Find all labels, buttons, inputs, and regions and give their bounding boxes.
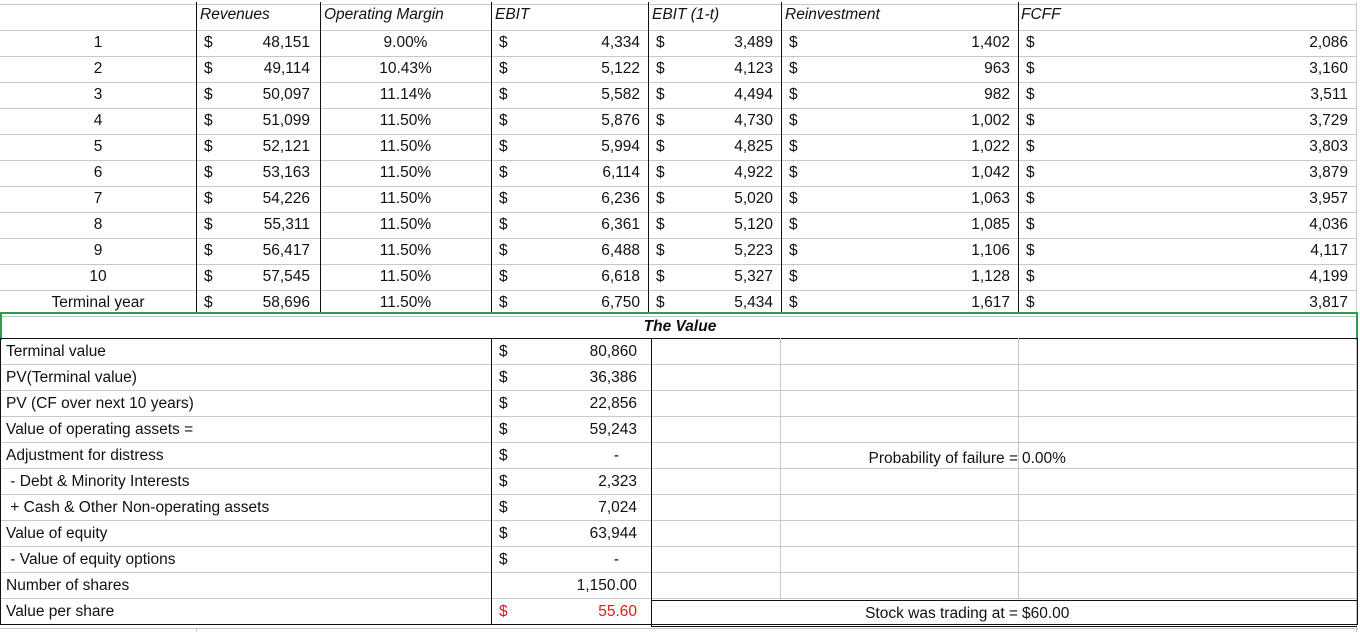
fcff-value: 4,117	[1310, 242, 1348, 259]
row-year-label: Terminal year	[51, 294, 145, 311]
value-row-amount: 2,323	[598, 473, 637, 490]
dollar-sign: $	[789, 86, 798, 103]
value-row-amount: -	[613, 551, 619, 568]
dollar-sign: $	[656, 138, 665, 155]
dollar-sign: $	[789, 60, 798, 77]
dollar-sign: $	[499, 86, 508, 103]
revenue-value: 56,417	[262, 242, 310, 259]
ebit-value: 6,114	[602, 164, 640, 181]
margin-value: 11.50%	[379, 190, 432, 207]
value-row-label: Value per share	[6, 603, 115, 620]
row-year-label: 6	[93, 164, 103, 181]
ebit-after-tax-value: 4,494	[734, 86, 773, 103]
revenue-value: 50,097	[262, 86, 310, 103]
value-row-amount: 63,944	[589, 525, 637, 542]
trading-value: $60.00	[1022, 605, 1070, 622]
dollar-sign: $	[499, 421, 508, 438]
dollar-sign: $	[499, 164, 508, 181]
header-ebit-after-tax: EBIT (1-t)	[652, 6, 720, 23]
ebit-value: 6,618	[601, 268, 640, 285]
dollar-sign: $	[656, 294, 665, 311]
dollar-sign: $	[204, 34, 213, 51]
revenue-value: 55,311	[263, 216, 310, 233]
dollar-sign: $	[204, 216, 213, 233]
row-year-label: 4	[93, 112, 103, 129]
ebit-value: 6,361	[601, 216, 640, 233]
fcff-value: 3,957	[1309, 190, 1348, 207]
dollar-sign: $	[789, 294, 798, 311]
ebit-after-tax-value: 5,020	[734, 190, 773, 207]
margin-value: 11.50%	[379, 268, 432, 285]
dollar-sign: $	[656, 164, 665, 181]
reinvestment-value: 1,085	[971, 216, 1010, 233]
header-operating-margin: Operating Margin	[324, 6, 444, 23]
ebit-after-tax-value: 5,223	[734, 242, 773, 259]
margin-value: 11.50%	[379, 164, 432, 181]
value-row-amount: 80,860	[589, 343, 637, 360]
value-row-amount: 1,150.00	[576, 577, 637, 594]
value-row-label: + Cash & Other Non-operating assets	[6, 499, 270, 516]
value-row-amount: -	[613, 447, 619, 464]
row-year-label: 8	[93, 216, 103, 233]
dollar-sign: $	[789, 34, 798, 51]
fcff-value: 4,036	[1309, 216, 1348, 233]
value-row-label: PV (CF over next 10 years)	[6, 395, 194, 412]
dollar-sign: $	[1026, 294, 1035, 311]
row-year-label: 10	[89, 268, 107, 285]
probability-value: 0.00%	[1022, 450, 1066, 467]
ebit-after-tax-value: 5,120	[734, 216, 773, 233]
row-year-label: 7	[93, 190, 103, 207]
dollar-sign: $	[499, 190, 508, 207]
reinvestment-value: 1,063	[971, 190, 1010, 207]
value-row-label: PV(Terminal value)	[6, 369, 137, 386]
fcff-value: 3,817	[1309, 294, 1348, 311]
value-row-label: Adjustment for distress	[6, 447, 164, 464]
value-row-label: Number of shares	[6, 577, 130, 594]
dollar-sign: $	[1026, 34, 1035, 51]
reinvestment-value: 1,617	[971, 294, 1010, 311]
dollar-sign: $	[1026, 164, 1035, 181]
ebit-after-tax-value: 5,327	[734, 268, 773, 285]
fcff-value: 3,803	[1309, 138, 1348, 155]
revenue-value: 53,163	[262, 164, 310, 181]
fcff-value: 3,511	[1310, 86, 1348, 103]
dollar-sign: $	[204, 86, 213, 103]
row-year-label: 3	[93, 86, 103, 103]
reinvestment-value: 1,022	[971, 138, 1010, 155]
value-row-amount: 22,856	[589, 395, 637, 412]
dollar-sign: $	[656, 60, 665, 77]
reinvestment-value: 1,128	[971, 268, 1010, 285]
revenue-value: 52,121	[262, 138, 310, 155]
header-fcff: FCFF	[1021, 6, 1061, 23]
dollar-sign: $	[499, 603, 508, 620]
dollar-sign: $	[656, 242, 665, 259]
fcff-value: 4,199	[1309, 268, 1348, 285]
dollar-sign: $	[204, 112, 213, 129]
dollar-sign: $	[1026, 268, 1035, 285]
dollar-sign: $	[656, 216, 665, 233]
reinvestment-value: 1,402	[971, 34, 1010, 51]
dollar-sign: $	[204, 138, 213, 155]
margin-value: 11.50%	[379, 294, 432, 311]
dollar-sign: $	[204, 268, 213, 285]
margin-value: 11.50%	[379, 138, 432, 155]
dollar-sign: $	[789, 268, 798, 285]
dollar-sign: $	[499, 499, 508, 516]
revenue-value: 57,545	[262, 268, 310, 285]
dollar-sign: $	[204, 164, 213, 181]
margin-value: 11.14%	[379, 86, 432, 103]
reinvestment-value: 982	[984, 86, 1010, 103]
dollar-sign: $	[789, 190, 798, 207]
header-reinvestment: Reinvestment	[785, 6, 880, 23]
dollar-sign: $	[499, 268, 508, 285]
dollar-sign: $	[499, 369, 508, 386]
ebit-after-tax-value: 5,434	[734, 294, 773, 311]
ebit-value: 5,876	[601, 112, 640, 129]
dollar-sign: $	[499, 343, 508, 360]
dollar-sign: $	[499, 60, 508, 77]
margin-value: 10.43%	[379, 60, 432, 77]
dollar-sign: $	[204, 60, 213, 77]
probability-label: Probability of failure =	[868, 450, 1018, 467]
revenue-value: 49,114	[263, 60, 310, 77]
dollar-sign: $	[1026, 216, 1035, 233]
dollar-sign: $	[499, 447, 508, 464]
value-row-amount: 55.60	[598, 603, 637, 620]
dollar-sign: $	[656, 34, 665, 51]
margin-value: 9.00%	[383, 34, 428, 51]
ebit-after-tax-value: 4,730	[734, 112, 773, 129]
dollar-sign: $	[204, 294, 213, 311]
dollar-sign: $	[1026, 190, 1035, 207]
dollar-sign: $	[789, 242, 798, 259]
revenue-value: 48,151	[262, 34, 310, 51]
dollar-sign: $	[1026, 242, 1035, 259]
margin-value: 11.50%	[379, 242, 432, 259]
value-row-label: Terminal value	[6, 343, 106, 360]
ebit-value: 5,122	[601, 60, 640, 77]
fcff-value: 2,086	[1309, 34, 1348, 51]
dollar-sign: $	[204, 242, 213, 259]
ebit-after-tax-value: 3,489	[734, 34, 773, 51]
row-year-label: 5	[93, 138, 103, 155]
value-row-amount: 7,024	[598, 499, 637, 516]
dollar-sign: $	[656, 112, 665, 129]
dollar-sign: $	[1026, 60, 1035, 77]
dollar-sign: $	[499, 138, 508, 155]
value-row-label: - Debt & Minority Interests	[6, 473, 190, 490]
dollar-sign: $	[1026, 138, 1035, 155]
dollar-sign: $	[499, 112, 508, 129]
row-year-label: 9	[93, 242, 103, 259]
value-row-label: - Value of equity options	[6, 551, 176, 568]
header-revenues: Revenues	[200, 6, 270, 23]
ebit-after-tax-value: 4,123	[734, 60, 773, 77]
dollar-sign: $	[656, 86, 665, 103]
dollar-sign: $	[656, 190, 665, 207]
dollar-sign: $	[499, 34, 508, 51]
dollar-sign: $	[499, 473, 508, 490]
reinvestment-value: 963	[984, 60, 1010, 77]
fcff-value: 3,160	[1309, 60, 1348, 77]
ebit-value: 4,334	[601, 34, 640, 51]
ebit-value: 5,994	[601, 138, 640, 155]
dollar-sign: $	[789, 164, 798, 181]
dollar-sign: $	[1026, 86, 1035, 103]
trading-label: Stock was trading at =	[865, 605, 1018, 622]
ebit-value: 6,236	[601, 190, 640, 207]
dollar-sign: $	[499, 551, 508, 568]
reinvestment-value: 1,002	[971, 112, 1010, 129]
ebit-value: 6,488	[601, 242, 640, 259]
dollar-sign: $	[499, 395, 508, 412]
value-row-label: Value of equity	[6, 525, 108, 542]
dollar-sign: $	[1026, 112, 1035, 129]
revenue-value: 51,099	[262, 112, 310, 129]
dollar-sign: $	[204, 190, 213, 207]
row-year-label: 2	[93, 60, 103, 77]
dollar-sign: $	[499, 294, 508, 311]
header-ebit: EBIT	[495, 6, 530, 23]
revenue-value: 54,226	[262, 190, 310, 207]
dollar-sign: $	[499, 242, 508, 259]
fcff-value: 3,879	[1309, 164, 1348, 181]
value-row-amount: 59,243	[589, 421, 637, 438]
ebit-value: 6,750	[601, 294, 640, 311]
value-row-label: Value of operating assets =	[6, 421, 194, 438]
dollar-sign: $	[499, 525, 508, 542]
margin-value: 11.50%	[379, 112, 432, 129]
dollar-sign: $	[789, 138, 798, 155]
margin-value: 11.50%	[379, 216, 432, 233]
dollar-sign: $	[656, 268, 665, 285]
reinvestment-value: 1,106	[971, 242, 1010, 259]
reinvestment-value: 1,042	[971, 164, 1010, 181]
dollar-sign: $	[789, 112, 798, 129]
value-section-title: The Value	[643, 318, 717, 335]
revenue-value: 58,696	[262, 294, 310, 311]
dollar-sign: $	[499, 216, 508, 233]
value-row-amount: 36,386	[589, 369, 637, 386]
row-year-label: 1	[93, 34, 103, 51]
fcff-value: 3,729	[1309, 112, 1348, 129]
ebit-value: 5,582	[601, 86, 640, 103]
dollar-sign: $	[789, 216, 798, 233]
ebit-after-tax-value: 4,825	[734, 138, 773, 155]
ebit-after-tax-value: 4,922	[734, 164, 773, 181]
